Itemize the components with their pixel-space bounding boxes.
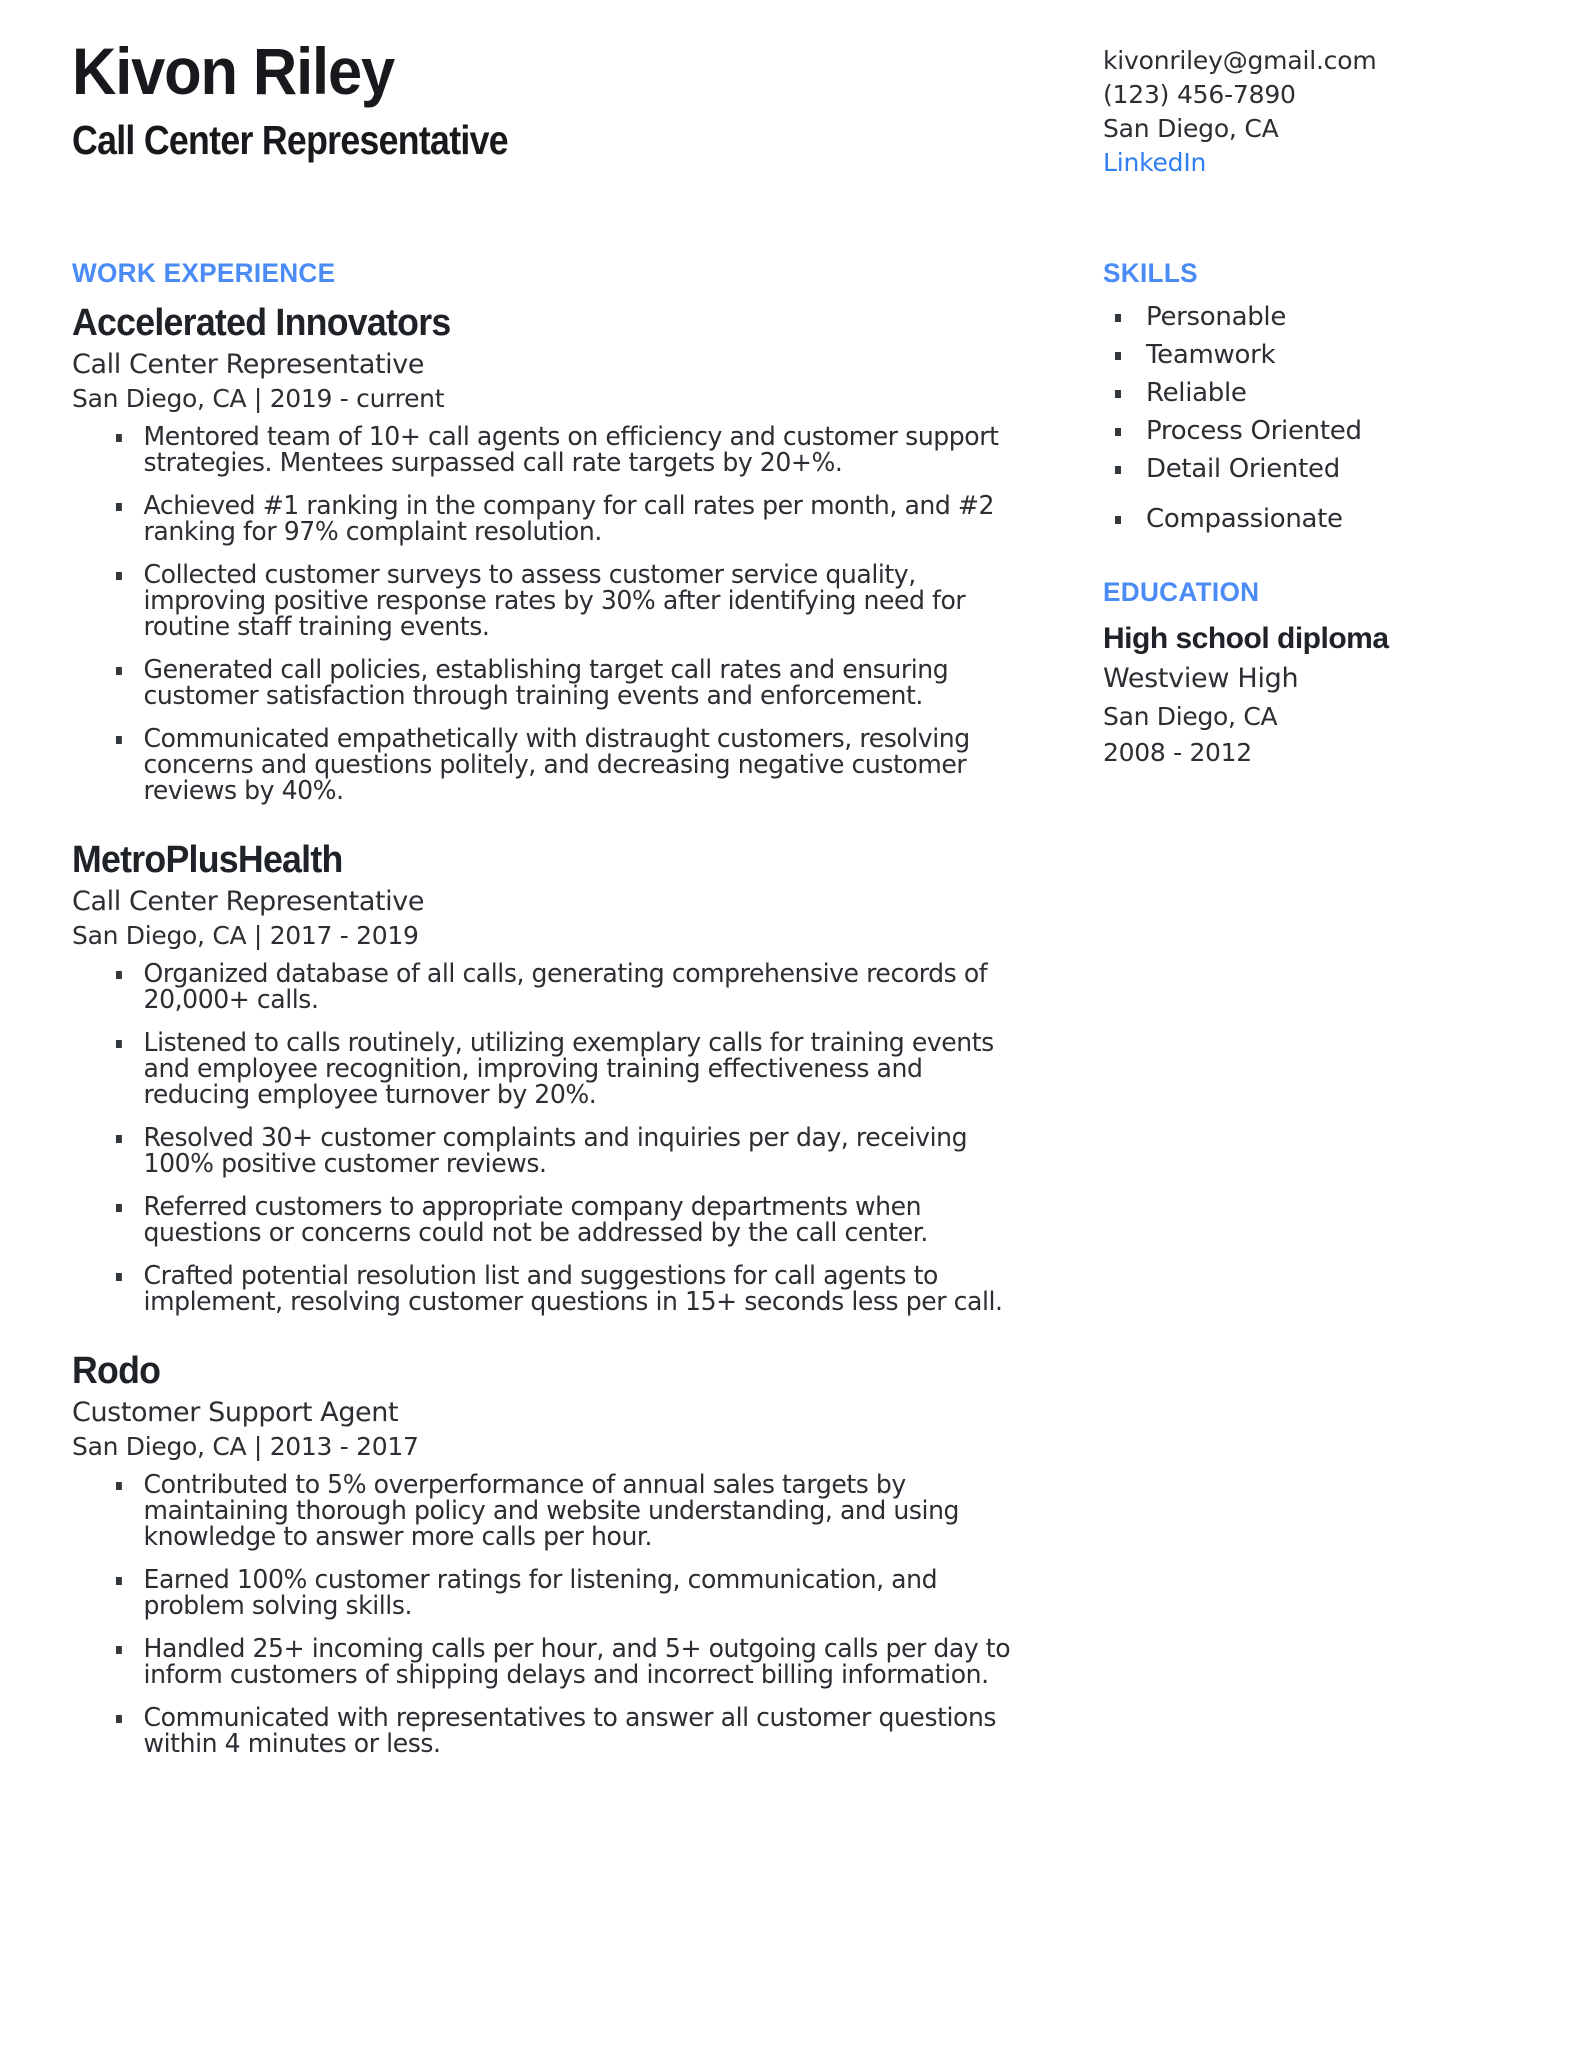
job-bullet: Mentored team of 10+ call agents on efficiency and customer support strategies. Mentees surpassed call rate targets by 20+%. [114, 424, 1018, 476]
job-bullet: Handled 25+ incoming calls per hour, and 5+ outgoing calls per day to inform customers of shipping delays and incorrect billing information. [114, 1636, 1018, 1688]
job-company: Accelerated Innovators [72, 302, 451, 344]
resume-header [0, 34, 1583, 188]
skill-item: Detail Oriented [1113, 455, 1533, 483]
job-bullet: Communicated with representatives to answer all customer questions within 4 minutes or less. [114, 1705, 1018, 1757]
job-bullet: Referred customers to appropriate company departments when questions or concerns could not be addressed by the call center. [114, 1194, 1018, 1246]
job-bullet-list [72, 421, 1032, 806]
job-bullet: Organized database of all calls, generating comprehensive records of 20,000+ calls. [114, 961, 1018, 1013]
education-section [1103, 577, 1533, 768]
education-degree: High school diploma [1103, 622, 1389, 655]
contact-email[interactable]: kivonriley@gmail.com [1103, 46, 1377, 75]
linkedin-link[interactable]: LinkedIn [1103, 148, 1207, 177]
skills-heading: SKILLS [1103, 258, 1198, 288]
education-heading: EDUCATION [1103, 577, 1260, 607]
education-school: Westview High [1103, 662, 1299, 694]
job-bullet: Listened to calls routinely, utilizing exemplary calls for training events and employee recognition, improving training effectiveness and reducing employee turnover by 20%. [114, 1030, 1018, 1108]
job-company: MetroPlusHealth [72, 838, 343, 881]
education-location: San Diego, CA [1103, 701, 1278, 731]
job-bullet: Generated call policies, establishing target call rates and ensuring customer satisfaction through training events and enforcement. [114, 657, 1018, 709]
job-meta: San Diego, CA | 2013 - 2017 [72, 1431, 419, 1461]
education-dates: 2008 - 2012 [1103, 738, 1252, 768]
skill-item: Teamwork [1113, 341, 1533, 369]
contact-block [1103, 44, 1523, 180]
sidebar-column [1103, 258, 1533, 812]
job-bullet-list [72, 1469, 1032, 1759]
work-experience-heading: WORK EXPERIENCE [72, 258, 336, 288]
job-bullet: Collected customer surveys to assess customer service quality, improving positive response rates by 30% after identifying need for routine staff training events. [114, 562, 1018, 640]
job-meta: San Diego, CA | 2017 - 2019 [72, 920, 419, 950]
skill-item: Process Oriented [1113, 417, 1533, 445]
education-entry [1103, 622, 1533, 768]
candidate-headline-title: Call Center Representative [72, 117, 508, 163]
job-entry [72, 303, 1032, 804]
job-role: Customer Support Agent [72, 1396, 399, 1428]
main-column [72, 258, 1032, 1757]
skill-item: Compassionate [1113, 505, 1533, 533]
skill-item: Personable [1113, 303, 1533, 331]
job-bullet: Resolved 30+ customer complaints and inquiries per day, receiving 100% positive customer reviews. [114, 1125, 1018, 1177]
job-entry [72, 840, 1032, 1315]
job-bullet: Contributed to 5% overperformance of annual sales targets by maintaining thorough policy and website understanding, and using knowledge to answer more calls per hour. [114, 1472, 1018, 1550]
job-bullet: Earned 100% customer ratings for listening, communication, and problem solving skills. [114, 1567, 1018, 1619]
contact-location: San Diego, CA [1103, 114, 1279, 143]
job-entry [72, 1351, 1032, 1757]
skills-section [1103, 258, 1533, 533]
job-bullet: Communicated empathetically with distraught customers, resolving concerns and questions politely, and decreasing negative customer reviews by 40%. [114, 726, 1018, 804]
job-bullet: Crafted potential resolution list and suggestions for call agents to implement, resolving customer questions in 15+ seconds less per call. [114, 1263, 1018, 1315]
candidate-name: Kivon Riley [72, 34, 394, 108]
job-role: Call Center Representative [72, 885, 425, 917]
name-block [72, 34, 1002, 163]
job-role: Call Center Representative [72, 349, 425, 381]
skills-list [1103, 303, 1533, 533]
job-bullet: Achieved #1 ranking in the company for call rates per month, and #2 ranking for 97% complaint resolution. [114, 493, 1018, 545]
job-meta: San Diego, CA | 2019 - current [72, 383, 445, 413]
contact-phone[interactable]: (123) 456-7890 [1103, 80, 1296, 109]
skill-item: Reliable [1113, 379, 1533, 407]
job-bullet-list [72, 958, 1032, 1317]
job-company: Rodo [72, 1349, 161, 1392]
